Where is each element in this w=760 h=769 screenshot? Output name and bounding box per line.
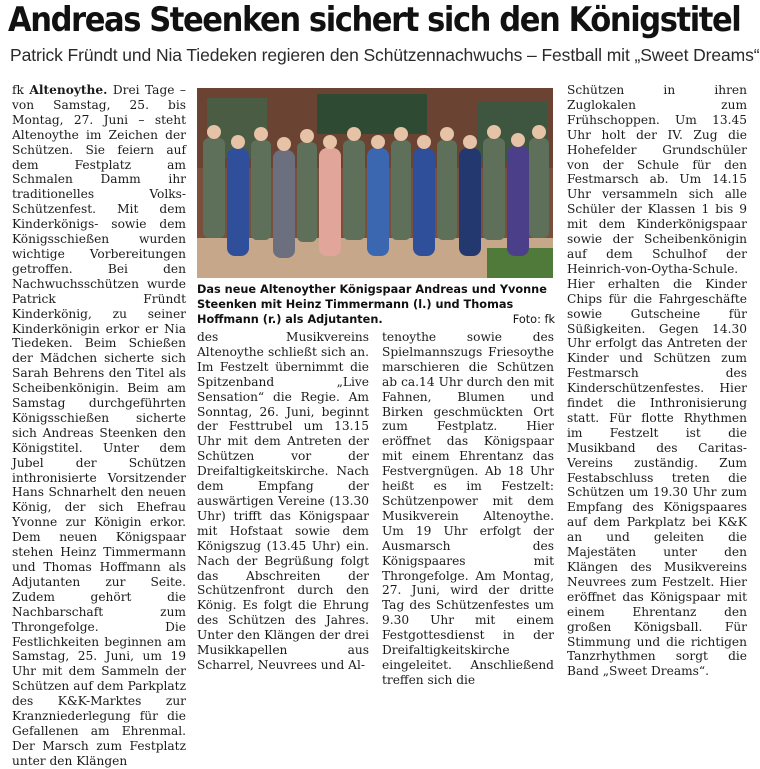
people-group bbox=[203, 125, 549, 258]
article-column-4 bbox=[567, 83, 747, 679]
photo-illustration bbox=[197, 88, 553, 278]
headline: Andreas Steenken sichert sich den Königstitel bbox=[8, 0, 741, 40]
photo-caption bbox=[197, 282, 555, 328]
article-column-3 bbox=[382, 330, 554, 687]
photo-royal-couple bbox=[197, 88, 553, 278]
article-column-1 bbox=[12, 83, 187, 768]
article-column-2 bbox=[197, 330, 369, 672]
lead-text: Drei Tage – von Samstag, 25. bis Montag, 27. Juni – steht Altenoythe im Zeichen der Schützen. Sie feiern auf dem Festplatz am Schmalen Damm ihr traditionelles Volks-Schützenfest. Mit dem Kinderkönigs- sowie dem Königsschießen wurden wichtige Vorbereitungen getroffen. Bei den Nachwuchsschützen wurde Patrick Fründt Kinderkönig, zu seiner Kinderkönigin erkor er Nia Tiedeken. Beim Schießen der Mädchen sicherte sich Sarah Behrens den Titel als Scheibenkönigin. Beim am Samstag durchgeführten Königsschießen sicherte sich Andreas Steenken den Königstitel. Unter dem Jubel der Schützen inthronisierte Vorsitzender Hans Schnarhelt den neuen König, der sich Ehefrau Yvonne zur Königin erkor. Dem neuen Königspaar stehen Heinz Timmermann und Thomas Hoffmann als Adjutanten zur Seite. Zudem gehört die Nachbarschaft zum Throngefolge. Die Festlichkeiten beginnen am Samstag, 25. Juni, um 19 Uhr mit dem Sammeln der Schützen auf dem Parkplatz des K&K-Marktes zur Kranzniederlegung für die Gefallenen am Ehrenmal. Der Marsch zum Festplatz unter den Klängen bbox=[12, 83, 187, 768]
subheadline: Patrick Fründt und Nia Tiedeken regieren den Schützennachwuchs – Festball mit „Sweet Dreams“ bbox=[10, 45, 760, 65]
lead-paragraph bbox=[12, 83, 186, 769]
column-3-text: tenoythe sowie des Spielmannszugs Friesoythe marschieren die Schützen ab ca.14 Uhr durch den mit Fahnen, Blumen und Birken geschmückten Ort zum Festplatz. Hier eröffnet das Königspaar mit einem Ehrentanz das Festvergnügen. Ab 18 Uhr heißt es im Festzelt: Schützenpower mit dem Musikverein Altenoythe. Um 19 Uhr erfolgt der Ausmarsch des Königspaares mit Throngefolge. Am Montag, 27. Juni, wird der dritte Tag des Schützenfestes um 9.30 Uhr mit einem Festgottesdienst in der Dreifaltigkeitskirche eingeleitet. Anschließend treffen sich die bbox=[382, 330, 554, 687]
column-2-text: des Musikvereins Altenoythe schließt sich an. Im Festzelt übernimmt die Spitzenband „Live Sensation“ die Regie. Am Sonntag, 26. Juni, beginnt der Festtrubel um 13.15 Uhr mit dem Antreten der Schützen vor der Dreifaltigkeitskirche. Nach dem Empfang der auswärtigen Vereine (13.30 Uhr) trifft das Königspaar mit Hofstaat sowie dem Königszug (13.45 Uhr) ein. Nach der Begrüßung folgt das Abschreiten der Schützenfront durch den König. Es folgt die Ehrung des Schützen des Jahres. Unter den Klängen der drei Musikkapellen aus Scharrel, Neuvrees und Al- bbox=[197, 330, 369, 672]
dateline: Altenoythe. bbox=[29, 83, 108, 97]
caption-text: Das neue Altenoyther Königspaar Andreas und Yvonne Steenken mit Heinz Timmermann (l.) und Thomas Hoffmann (r.) als Adjutanten. bbox=[197, 283, 547, 326]
author-tag: fk bbox=[12, 83, 24, 97]
photo-credit: Foto: fk bbox=[512, 313, 555, 326]
column-4-text: Schützen in ihren Zuglokalen zum Frühschoppen. Um 13.45 Uhr holt der IV. Zug die Hohefelder Grundschüler von der Schule für den Festmarsch ab. Um 14.15 Uhr versammeln sich alle Schüler der Klassen 1 bis 9 mit dem Kinderkönigspaar sowie der Scheibenkönigin auf dem Schulhof der Heinrich-von-Oytha-Schule. Hier erhalten die Kinder Chips für die Fahrgeschäfte sowie Gutscheine für Süßigkeiten. Gegen 14.30 Uhr erfolgt das Antreten der Kinder und Schützen zum Festmarsch des Kinderschützenfestes. Hier findet die Inthronisierung statt. Für flotte Rhythmen im Festzelt ist die Musikband des Caritas-Vereins zuständig. Zum Festabschluss treten die Schützen um 19.30 Uhr zum Empfang des Königspaares auf dem Parkplatz bei K&K an und geleiten die Majestäten unter den Klängen des Musikvereins Neuvrees zum Festzelt. Hier eröffnet das Königspaar mit einem Ehrentanz den großen Königsball. Für Stimmung und die richtigen Tanzrhythmen sorgt die Band „Sweet Dreams“. bbox=[567, 83, 747, 679]
